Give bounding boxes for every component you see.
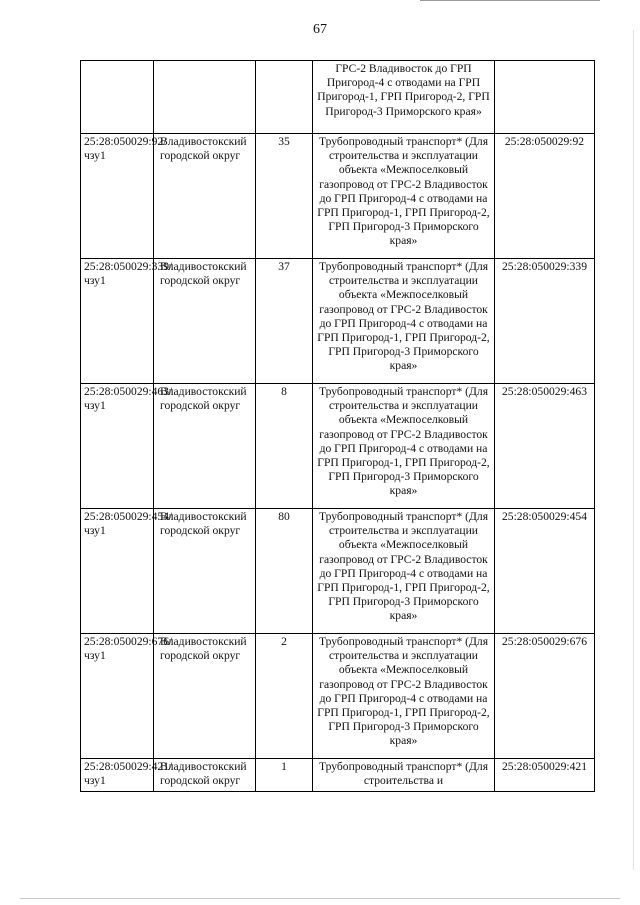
purpose-cell: Трубопроводный транспорт* (Для строительства и эксплуатации объекта «Межпоселковый газопровод от ГРС-2 Владивосток до ГРП Пригород-4 с отводами на ГРП Пригород-1, ГРП Пригород-2, ГРП Пригород-3 Приморского края» xyxy=(313,384,495,509)
cadastral-cell xyxy=(495,61,595,134)
purpose-cell: Трубопроводный транспорт* (Для строительства и xyxy=(313,759,495,792)
table-row xyxy=(81,134,595,259)
cadastral-cell: 25:28:050029:463 xyxy=(495,384,595,509)
municipality-cell: Владивостокский городской округ xyxy=(154,259,256,384)
purpose-cell: Трубопроводный транспорт* (Для строительства и эксплуатации объекта «Межпоселковый газопровод от ГРС-2 Владивосток до ГРП Пригород-4 с отводами на ГРП Пригород-1, ГРП Пригород-2, ГРП Пригород-3 Приморского края» xyxy=(313,634,495,759)
land-plot-cell: 25:28:050029:339/чзу1 xyxy=(81,259,154,384)
cadastral-cell: 25:28:050029:676 xyxy=(495,634,595,759)
table-row xyxy=(81,634,595,759)
number-cell: 37 xyxy=(256,259,313,384)
table-row xyxy=(81,509,595,634)
land-plot-cell: 25:28:050029:421/чзу1 xyxy=(81,759,154,792)
land-plots-table xyxy=(80,60,595,792)
land-plot-cell: 25:28:050029:676/чзу1 xyxy=(81,634,154,759)
bottom-rule xyxy=(20,898,620,899)
cadastral-cell: 25:28:050029:454 xyxy=(495,509,595,634)
table-row xyxy=(81,384,595,509)
page-number: 67 xyxy=(313,22,327,37)
number-cell: 2 xyxy=(256,634,313,759)
cadastral-cell: 25:28:050029:92 xyxy=(495,134,595,259)
municipality-cell: Владивостокский городской округ xyxy=(154,134,256,259)
right-edge-rule xyxy=(633,30,634,870)
number-cell: 80 xyxy=(256,509,313,634)
number-cell: 35 xyxy=(256,134,313,259)
purpose-cell: Трубопроводный транспорт* (Для строительства и эксплуатации объекта «Межпоселковый газопровод от ГРС-2 Владивосток до ГРП Пригород-4 с отводами на ГРП Пригород-1, ГРП Пригород-2, ГРП Пригород-3 Приморского края» xyxy=(313,259,495,384)
cadastral-cell: 25:28:050029:339 xyxy=(495,259,595,384)
municipality-cell xyxy=(154,61,256,134)
purpose-cell: Трубопроводный транспорт* (Для строительства и эксплуатации объекта «Межпоселковый газопровод от ГРС-2 Владивосток до ГРП Пригород-4 с отводами на ГРП Пригород-1, ГРП Пригород-2, ГРП Пригород-3 Приморского края» xyxy=(313,134,495,259)
top-rule xyxy=(420,0,600,1)
land-plot-cell: 25:28:050029:92/чзу1 xyxy=(81,134,154,259)
land-plot-cell xyxy=(81,61,154,134)
number-cell: 1 xyxy=(256,759,313,792)
municipality-cell: Владивостокский городской округ xyxy=(154,759,256,792)
land-plot-cell: 25:28:050029:454/чзу1 xyxy=(81,509,154,634)
number-cell: 8 xyxy=(256,384,313,509)
table-row xyxy=(81,759,595,792)
table-row xyxy=(81,61,595,134)
municipality-cell: Владивостокский городской округ xyxy=(154,634,256,759)
number-cell xyxy=(256,61,313,134)
municipality-cell: Владивостокский городской округ xyxy=(154,509,256,634)
table-row xyxy=(81,259,595,384)
land-plot-cell: 25:28:050029:463/чзу1 xyxy=(81,384,154,509)
purpose-cell: Трубопроводный транспорт* (Для строительства и эксплуатации объекта «Межпоселковый газопровод от ГРС-2 Владивосток до ГРП Пригород-4 с отводами на ГРП Пригород-1, ГРП Пригород-2, ГРП Пригород-3 Приморского края» xyxy=(313,509,495,634)
cadastral-cell: 25:28:050029:421 xyxy=(495,759,595,792)
purpose-cell: ГРС-2 Владивосток до ГРП Пригород-4 с отводами на ГРП Пригород-1, ГРП Пригород-2, ГРП Пригород-3 Приморского края» xyxy=(313,61,495,134)
municipality-cell: Владивостокский городской округ xyxy=(154,384,256,509)
